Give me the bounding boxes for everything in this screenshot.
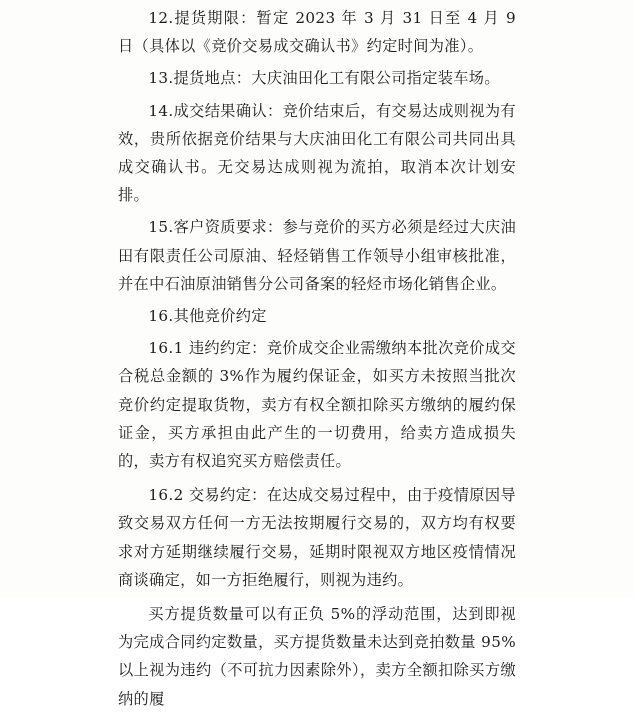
clause-15-customer-qualification: 15.客户资质要求：参与竞价的买方必须是经过大庆油田有限责任公司原油、轻烃销售工作领导小组审核批准，并在中石油原油销售分公司备案的轻烃市场化销售企业。 (118, 218, 516, 293)
clause-13-pickup-location: 13.提货地点：大庆油田化工有限公司指定装车场。 (148, 69, 500, 88)
clause-16-2-transaction: 16.2 交易约定：在达成交易过程中，由于疫情原因导致交易双方任何一方无法按期履行交易的，双方均有权要求对方延期继续履行交易，延期时限视双方地区疫情情况商谈确定，如一方拒绝履行，则视为违约。 (118, 486, 516, 589)
clause-16-1-breach: 16.1 违约约定：竞价成交企业需缴纳本批次竞价成交合税总金额的 3%作为履约保证金，如买方未按照当批次竞价约定提取货物，卖方有权全额扣除买方缴纳的履约保证金，买方承担由此产生的一切费用，给卖方造成损失的，卖方有权追究买方赔偿责任。 (118, 339, 516, 471)
document-body (118, 4, 516, 713)
clause-12-pickup-period: 12.提货期限：暂定 2023 年 3 月 31 日至 4 月 9 日（具体以《竞价交易成交确认书》约定时间为准）。 (118, 9, 516, 56)
clause-quantity-tolerance: 买方提货数量可以有正负 5%的浮动范围，达到即视为完成合同约定数量，买方提货数量未达到竞拍数量 95%以上视为违约（不可抗力因素除外），卖方全额扣除买方缴纳的履 (118, 605, 516, 708)
clause-16-heading: 16.其他竞价约定 (148, 307, 267, 326)
clause-14-result-confirmation: 14.成交结果确认：竞价结束后，有交易达成则视为有效，贵所依据竞价结果与大庆油田化工有限公司共同出具成交确认书。无交易达成则视为流拍，取消本次计划安排。 (118, 101, 516, 205)
